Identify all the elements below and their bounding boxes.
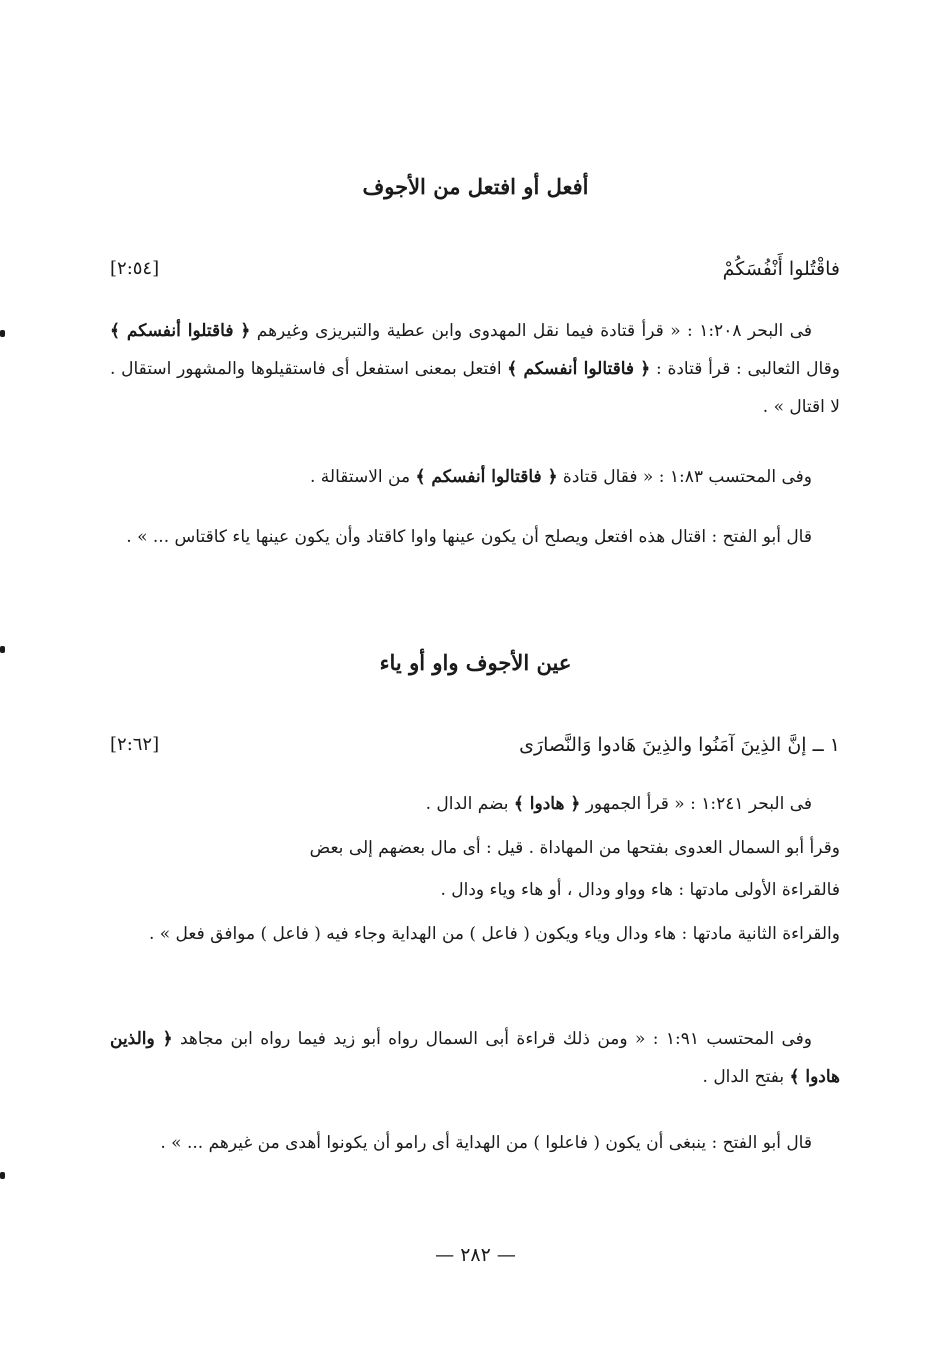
text-run: وفى المحتسب ١:٨٣ : « فقال قتادة (557, 467, 812, 487)
text-run: بفتح الدال . (702, 1067, 790, 1087)
paragraph-bahr-2 (110, 786, 840, 822)
paragraph-second-reading: والقراءة الثانية مادتها : هاء ودال وياء ويكون ( فاعل ) من الهداية وجاء فيه ( فاعل ) موافق فعل » . (148, 924, 840, 944)
text-run: من الاستقالة . (309, 467, 416, 487)
text-run: وقال الثعالبى : قرأ قتادة : (650, 359, 840, 379)
text-run: بضم الدال . (425, 794, 514, 814)
paragraph-muhtasab-2 (110, 1020, 840, 1096)
paragraph-first-reading: فالقراءة الأولى مادتها : هاء وواو ودال ، أو هاء وياء ودال . (440, 880, 840, 900)
scan-edge-mark (0, 330, 5, 337)
quranic-reading-bold: ﴿ فاقتالوا أنفسكم ﴾ (415, 467, 558, 487)
section-heading-1: أفعل أو افتعل من الأجوف (362, 174, 589, 199)
scan-edge-mark (0, 1172, 5, 1179)
quranic-reading-bold: ﴿ فاقتالوا أنفسكم ﴾ (507, 359, 651, 379)
text-run: فى البحر ١:٢٤١ : « قرأ الجمهور (580, 794, 812, 814)
text-run: فى البحر ١:٢٠٨ : « قرأ قتادة فيما نقل المهدوى وابن عطية والتبريزى وغيرهم (250, 321, 812, 341)
quranic-reading-bold: ﴿ والذين هادوا ﴾ (110, 1029, 840, 1087)
verse-reference-2: [٢:٦٢] (110, 734, 160, 755)
text-run: وفى المحتسب ١:٩١ : « ومن ذلك قراءة أبى السمال رواه أبو زيد فيما رواه ابن مجاهد (172, 1029, 812, 1049)
verse-text-1: فاقْتُلوا أَنْفُسَكُمْ (722, 258, 840, 280)
verse-line-2 (110, 728, 840, 762)
quranic-reading-bold: ﴿ فاقتلوا أنفسكم ﴾ (110, 321, 251, 341)
verse-text-2: ١ ــ إنَّ الذِينَ آمَنُوا والذِينَ هَادوا وَالنَّصارَى (519, 734, 840, 756)
verse-reference-1: [٢:٥٤] (110, 258, 160, 279)
paragraph-abu-alfath-1: قال أبو الفتح : اقتال هذه افتعل ويصلح أن يكون عينها واوا كاقتاد وأن يكون عينها ياء كاقتاس ... » . (126, 527, 812, 547)
text-run: افتعل بمعنى استفعل أى فاستقيلوها والمشهور استقال . لا اقتال » . (110, 359, 840, 417)
page-number: — ٢٨٢ — (435, 1244, 516, 1266)
paragraph-muhtasab-1 (110, 458, 840, 496)
quranic-reading-bold: ﴿ هادوا ﴾ (513, 794, 581, 814)
section-heading-2: عين الأجوف واو أو ياء (379, 650, 572, 675)
paragraph-abu-alfath-2: قال أبو الفتح : ينبغى أن يكون ( فاعلوا ) من الهداية أى رامو أن يكونوا أهدى من غيرهم ... » . (160, 1133, 812, 1153)
paragraph-bahr-1 (110, 312, 840, 426)
paragraph-abu-alsammal: وقرأ أبو السمال العدوى بفتحها من المهاداة . قيل : أى مال بعضهم إلى بعض (309, 838, 840, 858)
verse-line-1 (110, 252, 840, 286)
scan-edge-mark (0, 646, 5, 653)
